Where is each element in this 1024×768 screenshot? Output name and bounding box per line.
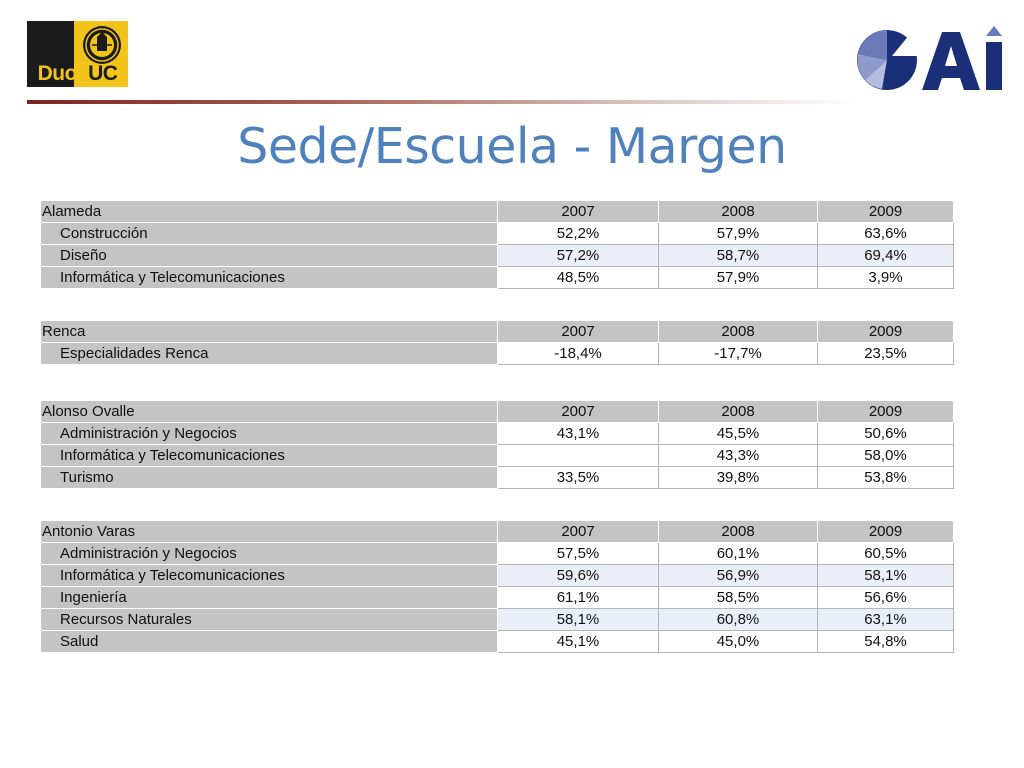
- year-header: 2008: [659, 401, 818, 423]
- table-header-row: [41, 521, 954, 543]
- table-row: [41, 267, 954, 289]
- duoc-uc-wordmark: DuocUC: [37, 62, 118, 85]
- table-row: [41, 245, 954, 267]
- dai-letter-i-icon: [986, 42, 1002, 90]
- year-header: 2007: [498, 521, 659, 543]
- year-header: 2009: [818, 521, 954, 543]
- year-header: 2009: [818, 321, 954, 343]
- year-header: 2007: [498, 401, 659, 423]
- school-name: Diseño: [41, 245, 498, 267]
- margin-cell: 53,8%: [818, 467, 954, 489]
- slide-title: Sede/Escuela - Margen: [237, 118, 787, 175]
- margin-cell: 60,8%: [659, 609, 818, 631]
- table-alonso-ovalle: [40, 400, 954, 489]
- margin-cell: 45,1%: [498, 631, 659, 653]
- year-header: 2008: [659, 321, 818, 343]
- campus-name: Alonso Ovalle: [41, 401, 498, 423]
- dai-letter-a-icon: [922, 32, 980, 90]
- table-row: [41, 631, 954, 653]
- margin-cell: 45,0%: [659, 631, 818, 653]
- table-alameda: [40, 200, 954, 289]
- table-row: [41, 223, 954, 245]
- margin-cell: 54,8%: [818, 631, 954, 653]
- margin-cell: 57,9%: [659, 267, 818, 289]
- margin-cell: 57,9%: [659, 223, 818, 245]
- campus-name: Alameda: [41, 201, 498, 223]
- header-divider: [27, 100, 857, 104]
- table-row: [41, 609, 954, 631]
- table-row: [41, 343, 954, 365]
- school-name: Recursos Naturales: [41, 609, 498, 631]
- margin-cell: 59,6%: [498, 565, 659, 587]
- margin-cell: 58,7%: [659, 245, 818, 267]
- margin-cell: 43,1%: [498, 423, 659, 445]
- margin-cell: 33,5%: [498, 467, 659, 489]
- year-header: 2007: [498, 201, 659, 223]
- year-header: 2009: [818, 201, 954, 223]
- margin-cell: 56,9%: [659, 565, 818, 587]
- school-name: Especialidades Renca: [41, 343, 498, 365]
- dai-logo: [852, 18, 1007, 96]
- margin-cell: 57,2%: [498, 245, 659, 267]
- table-header-row: [41, 321, 954, 343]
- margin-cell: 58,1%: [818, 565, 954, 587]
- margin-cell: 60,1%: [659, 543, 818, 565]
- table-antonio-varas: [40, 520, 954, 653]
- school-name: Informática y Telecomunicaciones: [41, 565, 498, 587]
- school-name: Informática y Telecomunicaciones: [41, 267, 498, 289]
- table-row: [41, 467, 954, 489]
- margin-cell: 69,4%: [818, 245, 954, 267]
- table-renca: [40, 320, 954, 365]
- table-header-row: [41, 401, 954, 423]
- margin-cell: -18,4%: [498, 343, 659, 365]
- margin-cell: 63,1%: [818, 609, 954, 631]
- margin-cell: 52,2%: [498, 223, 659, 245]
- margin-cell: 48,5%: [498, 267, 659, 289]
- school-name: Informática y Telecomunicaciones: [41, 445, 498, 467]
- margin-cell: 58,5%: [659, 587, 818, 609]
- table-header-row: [41, 201, 954, 223]
- campus-name: Renca: [41, 321, 498, 343]
- table-row: [41, 423, 954, 445]
- margin-cell: 50,6%: [818, 423, 954, 445]
- margin-cell: 58,1%: [498, 609, 659, 631]
- margin-cell: 43,3%: [659, 445, 818, 467]
- margin-cell: 39,8%: [659, 467, 818, 489]
- year-header: 2008: [659, 521, 818, 543]
- school-name: Ingeniería: [41, 587, 498, 609]
- margin-cell: 63,6%: [818, 223, 954, 245]
- table-row: [41, 565, 954, 587]
- margin-cell: 45,5%: [659, 423, 818, 445]
- margin-cell: [498, 445, 659, 467]
- margin-cell: 61,1%: [498, 587, 659, 609]
- margin-cell: 23,5%: [818, 343, 954, 365]
- margin-cell: 57,5%: [498, 543, 659, 565]
- margin-cell: 56,6%: [818, 587, 954, 609]
- table-row: [41, 587, 954, 609]
- year-header: 2007: [498, 321, 659, 343]
- margin-cell: 3,9%: [818, 267, 954, 289]
- school-name: Construcción: [41, 223, 498, 245]
- year-header: 2008: [659, 201, 818, 223]
- school-name: Administración y Negocios: [41, 423, 498, 445]
- year-header: 2009: [818, 401, 954, 423]
- school-name: Administración y Negocios: [41, 543, 498, 565]
- table-row: [41, 543, 954, 565]
- school-name: Salud: [41, 631, 498, 653]
- margin-cell: 60,5%: [818, 543, 954, 565]
- margin-cell: 58,0%: [818, 445, 954, 467]
- campus-name: Antonio Varas: [41, 521, 498, 543]
- duoc-uc-logo: [27, 21, 128, 87]
- school-name: Turismo: [41, 467, 498, 489]
- margin-cell: -17,7%: [659, 343, 818, 365]
- dai-pie-icon: [857, 30, 917, 90]
- table-row: [41, 445, 954, 467]
